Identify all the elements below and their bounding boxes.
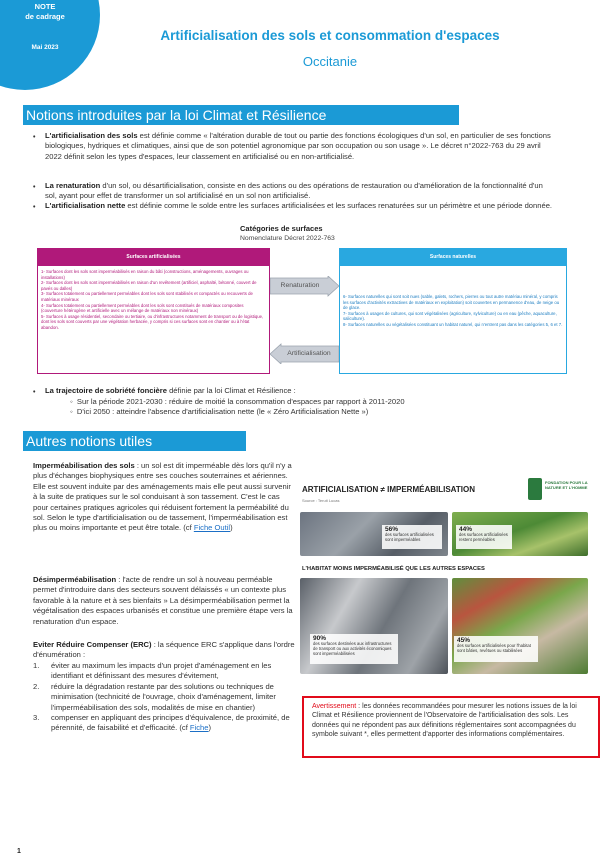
arrow-renaturation-label: Renaturation: [280, 282, 320, 289]
diagram-subtitle: Nomenclature Décret 2022-763: [240, 235, 335, 242]
left-box-item: 3- Surfaces totalement ou partiellement perméables dont les sols sont stabilisés et compactés ou recouverts de matériaux minéraux: [41, 291, 253, 302]
foundation-logo-text: FONDATION POUR LA NATURE ET L'HOMME: [545, 480, 588, 490]
text-artificialisation: est définie comme « l'altération durable de tout ou partie des fonctions écologiques d'un sol, en particulier de ses fonctions biologiques, hydriques et climatiques, ainsi que de son potentiel agronomique par son occupation ou son usage ». Le décret n°2022-763 du 29 avril 2022 définit selon les types d'espaces, leur classement en artificialisé ou en non-artificialisé.: [45, 131, 551, 161]
left-box-body: [37, 266, 270, 374]
warning-label: Avertissement: [312, 703, 357, 710]
stat-impermeables: 56% des surfaces artificialisées sont imperméables: [382, 525, 442, 549]
page-number: 1: [17, 848, 21, 855]
infographic-source: Source : Teruti Lucas: [302, 498, 340, 503]
trajectory-item-2: ◦ D'ici 2050 : atteindre l'absence d'artificialisation nette (le « Zéro Artificialisation Nette »): [70, 407, 369, 417]
badge-date: Mai 2023: [31, 44, 59, 51]
note-label: [14, 2, 76, 21]
page-title: Artificialisation des sols et consommation d'espaces: [160, 28, 500, 43]
bullet-marker: •: [33, 134, 36, 141]
section-heading-autres: Autres notions utiles: [23, 431, 246, 451]
page-subtitle: Occitanie: [302, 54, 358, 69]
badge-line1: NOTE: [34, 2, 56, 11]
bullet-marker: •: [33, 389, 36, 396]
left-box-item: 5- Surfaces à usage résidentiel, secondaire ou tertiaire, ou d'infrastructures notamment de transport ou de logistique, dont les sols sont couverts par une végétation herbacée, y compris si ces surfaces sont en chantier ou à l'état abandon.: [41, 313, 264, 330]
link-fiche[interactable]: Fiche: [189, 723, 209, 733]
left-box-item: 1- Surfaces dont les sols sont imperméabilisés en raison du bâti (constructions, aménagements, ouvrages ou installations): [41, 269, 249, 280]
text-artificialisation-nette: est définie comme le solde entre les surfaces artificialisées et les surfaces renaturées sur un périmètre et une période donnée.: [125, 201, 553, 210]
bullet-marker: •: [33, 184, 36, 191]
link-fiche-outil[interactable]: Fiche Outil: [193, 523, 231, 533]
right-box-item: 8- Surfaces naturelles ou végétalisées constituant un habitat naturel, qui n'entrent pas dans les catégories 5, 6 et 7.: [343, 321, 563, 327]
right-box-item: 7- Surfaces à usages de cultures, qui sont végétalisées (agriculture, sylviculture) ou en eau (pêche, aquaculture, saliculture).: [343, 310, 557, 322]
paragraph-impermeabilisation: Imperméabilisation des sols : un sol est dit imperméable dès lors qu'il n'y a plus d'échanges biophysiques entre ses couches souterraines et aériennes. Elle est souvent induite par des aménagements mais elle peut aussi survenir à la suite de pratiques sur le sol conduisant à son tassement. C'est le cas pour certaines pratiques agricoles qui réduisent fortement la perméabilité du sol. Selon le type d'artificialisation ou de tassement, l'imperméabilisation est plus ou moins importante et peut être totale. (cf Fiche Outil): [33, 461, 292, 533]
text-renaturation: d'un sol, ou désartificialisation, consiste en des actions ou des opérations de restauration ou d'amélioration de la fonctionnalité d'un sol, ayant pour effet de transformer un sol artificialisé en un sol non artificialisé.: [45, 181, 543, 201]
arrow-artificialisation-label: Artificialisation: [287, 350, 331, 357]
warning-text: : les données recommandées pour mesurer les notions issues de la loi Climat et Résilience proviennent de l'Observatoire de l'artificialisation des sols. Les données qui ne répondent pas aux définitions réglementaires sont accompagnées du symbole suivant *, elles permettent d'apporter des informations complémentaires.: [312, 703, 577, 738]
term-erc: Eviter Réduire Compenser (ERC): [33, 640, 152, 649]
trajectory-intro: [45, 386, 555, 396]
definition-renaturation: [45, 181, 555, 202]
infographic-panel: [300, 474, 590, 674]
right-box-item: 6- Surfaces naturelles qui sont soit nues (sable, galets, rochers, pierres ou tout autre matériau minéral, y compris les surfaces d'activités extractives de matériaux en exploitation) soit couvertes en permanence d'eau, de neige ou de glace.: [343, 294, 560, 311]
right-box-list: [343, 294, 563, 328]
stat-habitat: 45% des surfaces artificialisées pour l'habitat sont bâties, revêtues ou stabilisées: [454, 636, 538, 662]
erc-list: [33, 661, 295, 734]
term-trajectory: La trajectoire de sobriété foncière: [45, 386, 167, 395]
erc-item-2: 2. réduire la dégradation restante par des solutions ou techniques de minimisation (technicité de l'ouvrage, choix d'aménagement, limiter l'imperméabilisation des sols, modalités de mise en chantier): [33, 681, 276, 712]
left-box-item: 2- Surfaces dont les sols sont imperméabilisés en raison d'un revêtement (artificiel, asphalté, bétonné, couvert de pavés ou dalles): [41, 280, 257, 291]
term-renaturation: La renaturation: [45, 181, 101, 190]
definition-artificialisation: [45, 131, 555, 162]
badge-line2: de cadrage: [25, 11, 65, 21]
section-heading-loi: Notions introduites par la loi Climat et Résilience: [23, 105, 459, 125]
warning-box: [302, 696, 600, 758]
stat-permeables: 44% des surfaces artificialisées restent perméables: [456, 525, 512, 549]
trajectory-list: [70, 397, 550, 418]
definition-artificialisation-nette: [45, 201, 555, 211]
bullet-marker: •: [33, 204, 36, 211]
infographic-subtitle: L'HABITAT MOINS IMPERMÉABILISÉ QUE LES AUTRES ESPACES: [302, 566, 485, 572]
text-trajectory: définie par la loi Climat et Résilience :: [166, 386, 296, 395]
term-desimpermeabilisation: Désimperméabilisation: [33, 575, 117, 584]
term-artificialisation-nette: L'artificialisation nette: [45, 201, 126, 210]
stat-infrastructures: 90% des surfaces destinées aux infrastructures de transport ou aux activités économiques sont imperméabilisées: [310, 634, 398, 664]
right-box-title: Surfaces naturelles: [339, 248, 567, 266]
term-artificialisation: L'artificialisation des sols: [45, 131, 138, 140]
erc-item-1: 1. éviter au maximum les impacts d'un projet d'aménagement en les identifiant et définissant des mesures d'évitement,: [33, 661, 272, 681]
left-box-item: 4- Surfaces totalement ou partiellement perméables dont les sols sont constitués de matériaux composites (couverture hétérogène et artificielle avec un mélange de matériaux non minéraux): [41, 302, 244, 314]
paragraph-erc: Eviter Réduire Compenser (ERC) : la séquence ERC s'applique dans l'ordre d'énumération :: [33, 640, 295, 660]
paragraph-desimpermeabilisation: Désimperméabilisation : l'acte de rendre un sol à nouveau perméable permet d'introduire dans des secteurs souvent délaissés « un contexte plus favorable à la nature et à ses bienfaits » La désimperméabilisation permet la végétalisation des espaces urbanisés et constitue une première étape vers la renaturation d'un espace.: [33, 575, 293, 626]
infographic-title: ARTIFICIALISATION ≠ IMPERMÉABILISATION: [302, 485, 475, 494]
left-box-title: Surfaces artificialisées: [37, 248, 270, 266]
diagram-title: Catégories de surfaces: [240, 224, 323, 233]
left-box-list: [41, 269, 266, 331]
right-box-body: [339, 266, 567, 374]
erc-item-3: 3. compenser en appliquant des principes d'équivalence, de proximité, de pérennité, de faisabilité et d'efficacité. (cf Fiche): [33, 713, 290, 733]
trajectory-item-1: ◦ Sur la période 2021-2030 : réduire de moitié la consommation d'espaces par rapport à 2011-2020: [70, 397, 405, 406]
term-impermeabilisation: Imperméabilisation des sols: [33, 461, 135, 470]
foundation-logo-icon: [528, 478, 542, 500]
